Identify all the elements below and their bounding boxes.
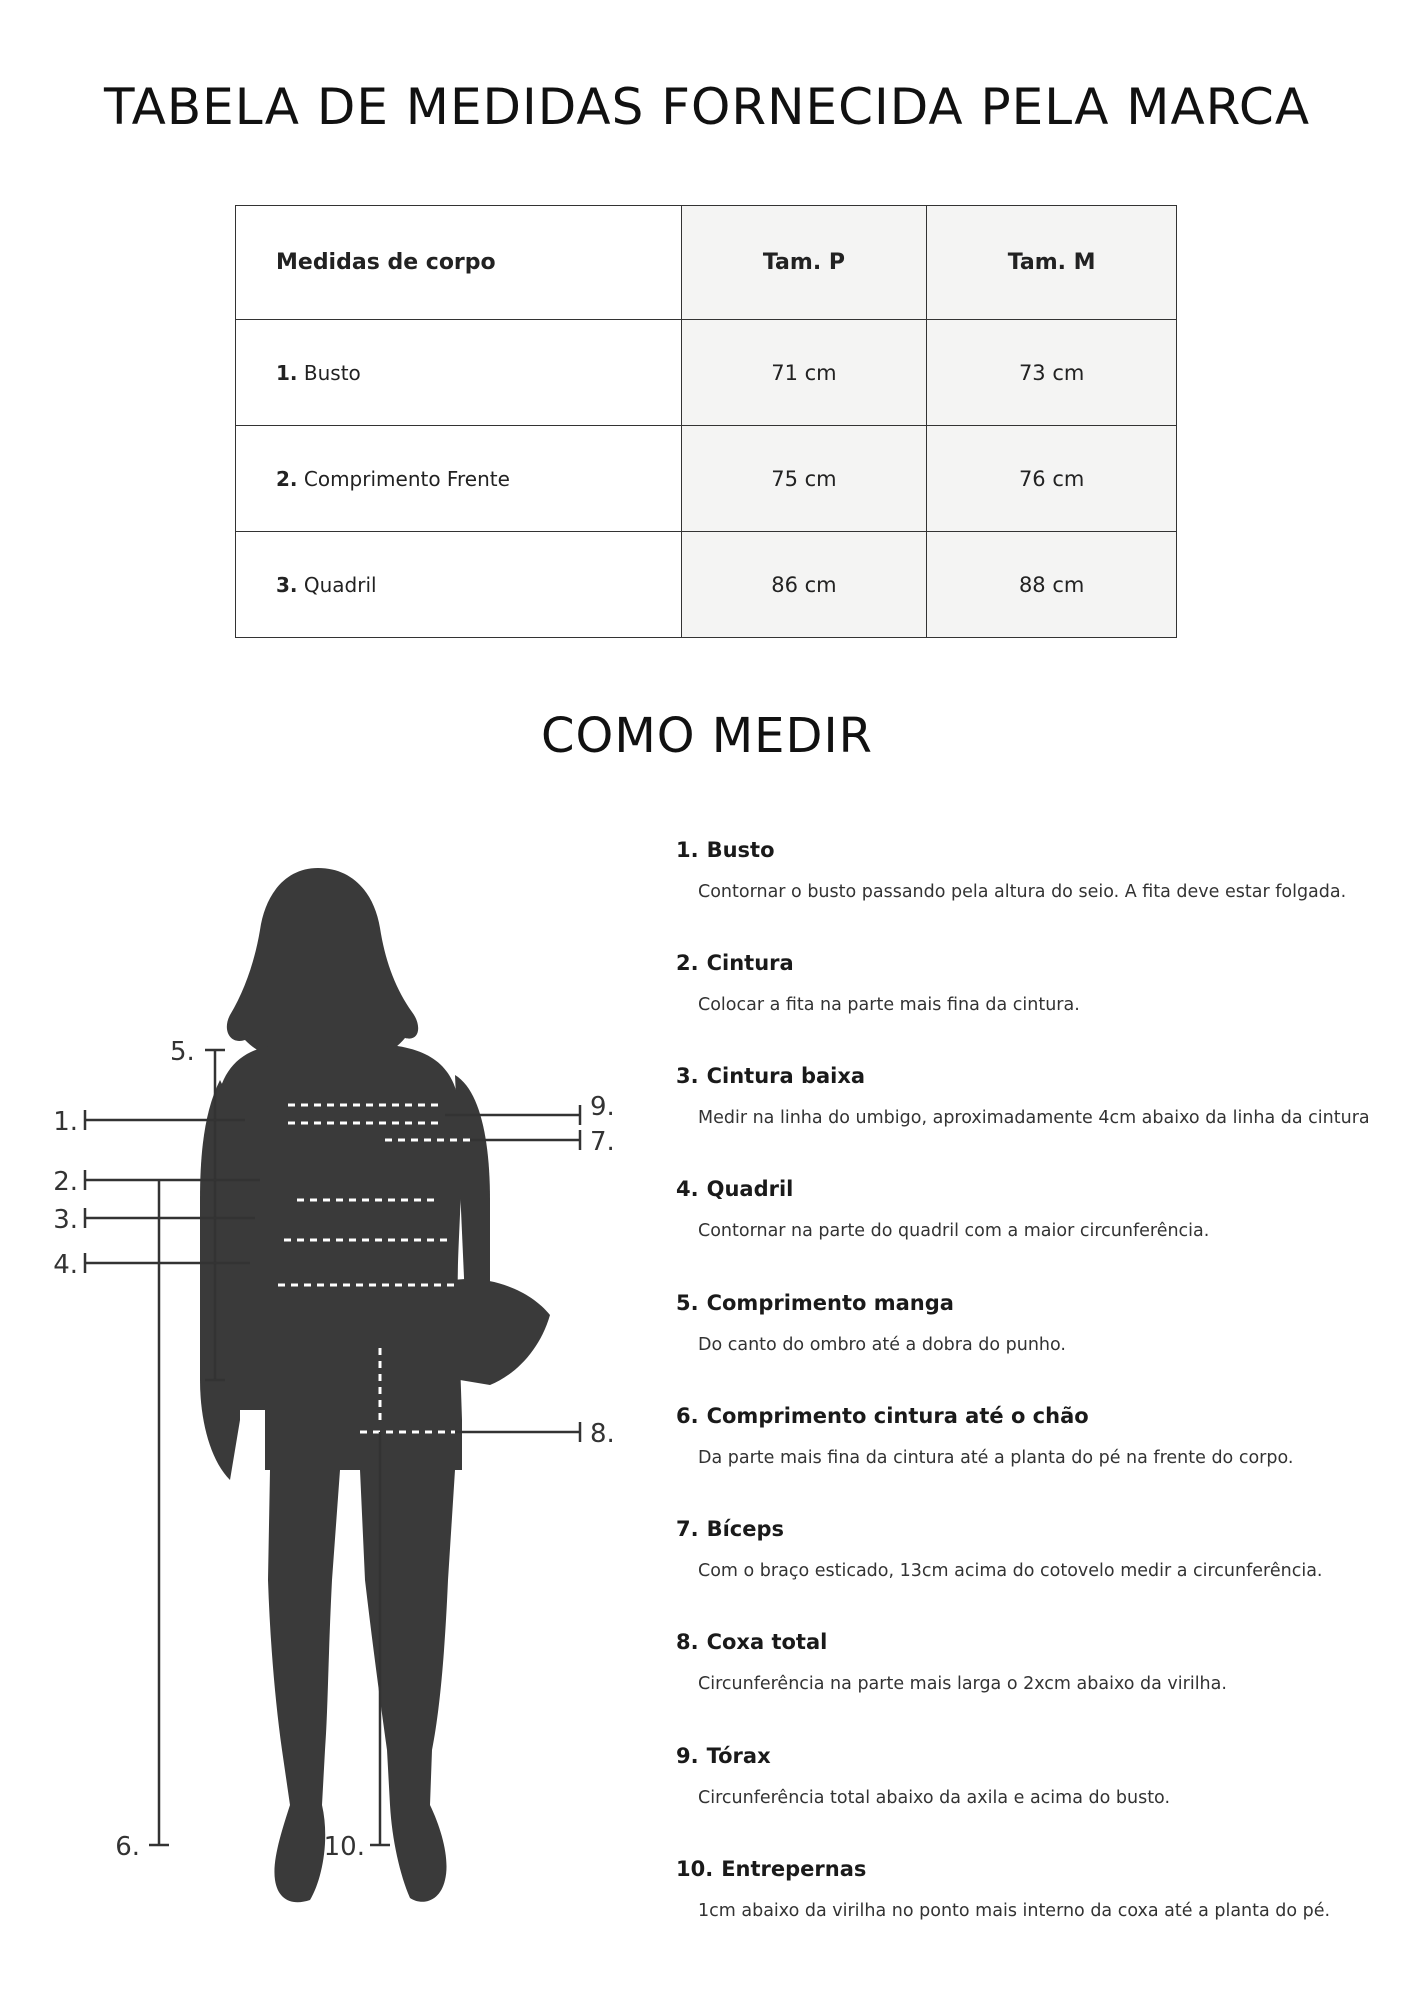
label-9: 9.	[590, 1092, 615, 1122]
table-cell: 86 cm	[681, 532, 927, 638]
row-label: Comprimento Frente	[303, 466, 510, 491]
instruction-item	[676, 1744, 1376, 1808]
instruction-title: Cintura	[706, 951, 794, 975]
instruction-number: 9.	[676, 1744, 699, 1768]
label-6: 6.	[115, 1832, 140, 1862]
table-header-row	[236, 206, 1177, 320]
instruction-desc: Contornar na parte do quadril com a maior circunferência.	[698, 1221, 1210, 1241]
table-cell	[236, 320, 682, 426]
label-2: 2.	[53, 1167, 78, 1197]
instruction-desc: Com o braço esticado, 13cm acima do cotovelo medir a circunferência.	[698, 1561, 1323, 1581]
instruction-item	[676, 838, 1376, 902]
row-number: 1.	[276, 360, 298, 385]
label-7: 7.	[590, 1127, 615, 1157]
table-cell: 88 cm	[927, 532, 1177, 638]
instruction-desc: Medir na linha do umbigo, aproximadamente 4cm abaixo da linha da cintura	[698, 1108, 1370, 1128]
instruction-title: Cintura baixa	[706, 1064, 866, 1088]
instruction-number: 10.	[676, 1857, 714, 1881]
table-cell	[236, 426, 682, 532]
label-10: 10.	[323, 1832, 365, 1862]
instruction-item	[676, 1857, 1376, 1921]
instruction-title: Busto	[706, 838, 775, 862]
woman-silhouette-icon	[200, 868, 550, 1902]
instruction-desc: 1cm abaixo da virilha no ponto mais interno da coxa até a planta do pé.	[698, 1901, 1331, 1921]
instruction-desc: Da parte mais fina da cintura até a planta do pé na frente do corpo.	[698, 1448, 1294, 1468]
table-cell: 75 cm	[681, 426, 927, 532]
measurement-figure	[53, 820, 620, 1930]
table-row	[236, 320, 1177, 426]
instruction-number: 3.	[676, 1064, 699, 1088]
table-cell: 71 cm	[681, 320, 927, 426]
row-number: 2.	[276, 466, 298, 491]
row-label: Quadril	[303, 572, 377, 597]
table-header-cell: Medidas de corpo	[236, 206, 682, 320]
label-5: 5.	[170, 1037, 195, 1067]
instruction-title: Entrepernas	[721, 1857, 867, 1881]
label-4: 4.	[53, 1250, 78, 1280]
size-table	[235, 205, 1177, 638]
instruction-title: Coxa total	[706, 1630, 828, 1654]
instruction-number: 8.	[676, 1630, 699, 1654]
table-cell: 73 cm	[927, 320, 1177, 426]
instruction-desc: Contornar o busto passando pela altura do seio. A fita deve estar folgada.	[698, 882, 1347, 902]
instruction-item	[676, 1291, 1376, 1355]
instruction-number: 5.	[676, 1291, 699, 1315]
label-3: 3.	[53, 1205, 78, 1235]
section-title: COMO MEDIR	[541, 708, 873, 764]
instruction-item	[676, 1404, 1376, 1468]
instruction-desc: Circunferência total abaixo da axila e acima do busto.	[698, 1788, 1171, 1808]
instruction-title: Bíceps	[706, 1517, 785, 1541]
instruction-number: 1.	[676, 838, 699, 862]
instruction-number: 4.	[676, 1177, 699, 1201]
instruction-item	[676, 1064, 1376, 1128]
table-cell	[236, 532, 682, 638]
table-row	[236, 532, 1177, 638]
instruction-item	[676, 1630, 1376, 1694]
row-number: 3.	[276, 572, 298, 597]
table-row	[236, 426, 1177, 532]
table-cell: 76 cm	[927, 426, 1177, 532]
instruction-title: Comprimento cintura até o chão	[706, 1404, 1089, 1428]
instruction-desc: Colocar a fita na parte mais fina da cintura.	[698, 995, 1080, 1015]
instruction-item	[676, 951, 1376, 1015]
table-header-cell: Tam. M	[927, 206, 1177, 320]
row-label: Busto	[303, 360, 361, 385]
instruction-title: Tórax	[706, 1744, 771, 1768]
instruction-desc: Circunferência na parte mais larga o 2xcm abaixo da virilha.	[698, 1674, 1227, 1694]
instruction-title: Comprimento manga	[706, 1291, 954, 1315]
instruction-number: 7.	[676, 1517, 699, 1541]
label-1: 1.	[53, 1107, 78, 1137]
instruction-number: 6.	[676, 1404, 699, 1428]
instruction-item	[676, 1517, 1376, 1581]
label-8: 8.	[590, 1419, 615, 1449]
instruction-number: 2.	[676, 951, 699, 975]
instruction-title: Quadril	[706, 1177, 794, 1201]
instruction-desc: Do canto do ombro até a dobra do punho.	[698, 1335, 1066, 1355]
page-title: TABELA DE MEDIDAS FORNECIDA PELA MARCA	[103, 78, 1311, 136]
table-header-cell: Tam. P	[681, 206, 927, 320]
instruction-item	[676, 1177, 1376, 1241]
